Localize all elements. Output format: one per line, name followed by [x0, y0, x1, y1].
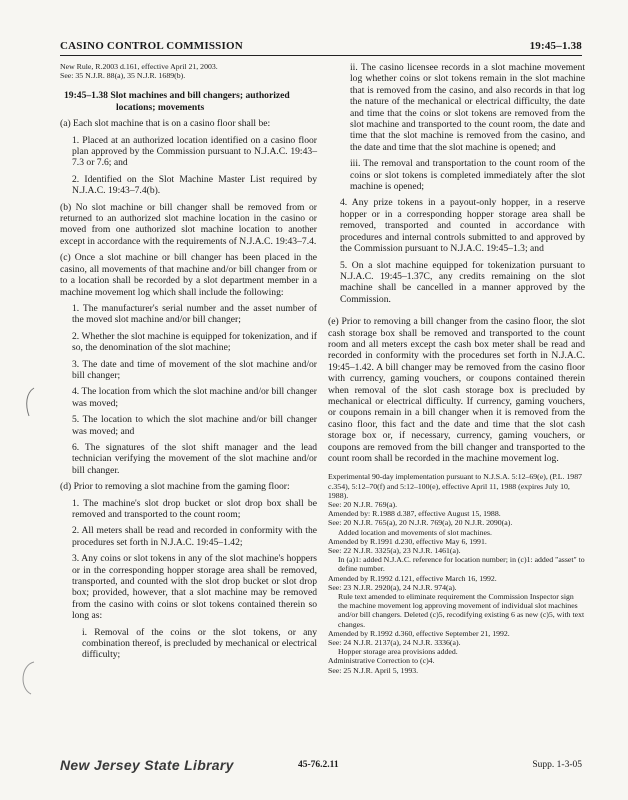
- library-stamp: New Jersey State Library: [60, 757, 234, 773]
- history-note: See: 23 N.J.R. 2920(a), 24 N.J.R. 974(a).: [328, 582, 457, 592]
- history-note: Experimental 90-day implementation pursuant to N.J.S.A. 5:12–69(e), (P.L. 1987 c.354), 5:12–70(f) and 5:12–100(e), effective April 11, 1988 (expires July 10, 1988).: [328, 472, 583, 500]
- running-header: [60, 40, 582, 54]
- paragraph-d3i: i. Removal of the coins or the slot tokens, or any combination thereof, is precluded by mechanical or electrical difficulty;: [82, 626, 317, 661]
- paragraph-e: (e) Prior to removing a bill changer from the casino floor, the slot cash storage box shall be removed and transported to the count room and all meters except the cash box meter shall be read and recorded in conformity with the procedures set forth in N.J.A.C. 19:45–1.42. A bill changer may be removed from the casino floor with currency, gaming vouchers, or coupons contained therein when removal of the slot cash storage box is precluded by mechanical or electrical difficulty. If currency, gaming vouchers, or coupons remain in a bill changer when it is removed from the casino floor, this fact and the date and time that the slot cash storage box or, if necessary, currency, gaming vouchers, or coupons are removed from the bill changer and transported to the count room shall be recorded in the machine movement log.: [328, 316, 585, 464]
- history-note: Amended by R.1991 d.230, effective May 6, 1991.: [328, 536, 487, 546]
- header-title: CASINO CONTROL COMMISSION: [60, 40, 243, 52]
- history-note: See: 20 N.J.R. 769(a).: [328, 500, 398, 510]
- paragraph-c1: 1. The manufacturer's serial number and the asset number of the moved slot machine and/or bill changer;: [72, 302, 317, 326]
- paragraph-a: (a) Each slot machine that is on a casino floor shall be:: [60, 118, 271, 130]
- history-note: Amended by: R.1988 d.387, effective August 15, 1988.: [328, 509, 501, 519]
- paragraph-d4: 4. Any prize tokens in a payout-only hopper, in a reserve hopper or in a corresponding hopper storage area shall be removed, transported and counted in accordance with procedures and internal controls submitted to and approved by the Commission pursuant to N.J.A.C. 19:45–1.3; and: [340, 197, 585, 255]
- supplement-date: Supp. 1-3-05: [532, 760, 582, 770]
- header-rule: [60, 55, 582, 56]
- section-title: 19:45–1.38 Slot machines and bill changers; authorized locations; movements: [64, 90, 290, 113]
- paragraph-d: (d) Prior to removing a slot machine from the gaming floor:: [60, 481, 290, 493]
- history-note: Amended by R.1992 d.360, effective September 21, 1992.: [328, 628, 510, 638]
- history-note: See: 25 N.J.R. April 5, 1993.: [328, 665, 419, 675]
- history-note: See: 20 N.J.R. 765(a), 20 N.J.R. 769(a), 20 N.J.R. 2090(a).: [328, 518, 513, 528]
- history-note: In (a)1: added N.J.A.C. reference for location number; in (c)1: added "asset" to define number.: [338, 555, 585, 574]
- history-note: Rule text amended to eliminate requirement the Commission Inspector sign the machine movement log approving movement of individual slot machines and/or bill changers. Deleted (c)5, recodifying existing 6 as new (c)5, with text changes.: [338, 592, 585, 629]
- paragraph-d5: 5. On a slot machine equipped for tokenization pursuant to N.J.A.C. 19:45–1.37C, any credits remaining on the slot machine shall be cancelled in a manner approved by the Commission.: [340, 259, 585, 305]
- source-note: See: 35 N.J.R. 88(a), 35 N.J.R. 1689(b).: [60, 71, 186, 81]
- paragraph-a1: 1. Placed at an authorized location identified on a casino floor plan approved by the Commission pursuant to N.J.A.C. 19:43–7.3 or 7.6; and: [72, 134, 317, 169]
- history-note: See: 22 N.J.R. 3325(a), 23 N.J.R. 1461(a).: [328, 546, 461, 556]
- paragraph-c5: 5. The location to which the slot machine and/or bill changer was moved; and: [72, 414, 317, 437]
- paragraph-c2: 2. Whether the slot machine is equipped for tokenization, and if so, the denomination of the slot machine;: [72, 330, 317, 354]
- paragraph-d2: 2. All meters shall be read and recorded in conformity with the procedures set forth in N.J.A.C. 19:45–1.42;: [72, 525, 317, 548]
- paragraph-b: (b) No slot machine or bill changer shall be removed from or returned to an authorized slot machine location in the casino or moved from one authorized slot machine location to another except in accordance with the requirements of N.J.A.C. 19:43–7.4.: [60, 201, 317, 247]
- history-notes: [328, 472, 585, 674]
- history-note: See: 24 N.J.R. 2137(a), 24 N.J.R. 3336(a).: [328, 638, 461, 648]
- paragraph-d3ii: ii. The casino licensee records in a slot machine movement log whether coins or slot tokens remain in the slot machine that is removed from the casino, and also records in that log the nature of the mechanical or electrical difficulty, the date and time that the coins or slot tokens are removed from the slot machine and transported to the count room, the date and time that the slot machine is removed from the casino, and the date and time that the slot machine is opened; and: [350, 62, 585, 153]
- right-column: [328, 62, 585, 675]
- history-note: Added location and movements of slot machines.: [338, 527, 492, 537]
- history-note: Hopper storage area provisions added.: [338, 647, 458, 657]
- paragraph-a2: 2. Identified on the Slot Machine Master List required by N.J.A.C. 19:43–7.4(b).: [72, 173, 317, 197]
- paragraph-c4: 4. The location from which the slot machine and/or bill changer was moved;: [72, 386, 317, 409]
- paragraph-c: (c) Once a slot machine or bill changer has been placed in the casino, all movements of that machine and/or bill changer from or to a location shall be recorded by a slot department member in a machine movement log which shall include the following:: [60, 252, 317, 298]
- paragraph-d3: 3. Any coins or slot tokens in any of the slot machine's hoppers or in the corresponding hopper storage area shall be removed, transported, and counted with the slot drop bucket or slot drop box; provided, however, that a slot machine may be removed from the casino with coins or slot tokens contained therein so long as:: [72, 553, 317, 622]
- left-column: [60, 62, 317, 666]
- history-note: Administrative Correction to (c)4.: [328, 656, 435, 666]
- paragraph-c3: 3. The date and time of movement of the slot machine and/or bill changer;: [72, 358, 317, 381]
- paragraph-d1: 1. The machine's slot drop bucket or slot drop box shall be removed and transported to the count room;: [72, 497, 317, 520]
- page-number: 45-76.2.11: [298, 760, 339, 770]
- history-note: Amended by R.1992 d.121, effective March 16, 1992.: [328, 573, 497, 583]
- paragraph-d3iii: iii. The removal and transportation to the count room of the coins or slot tokens is completed immediately after the slot machine is opened;: [350, 158, 585, 193]
- page-footer: [60, 757, 582, 777]
- margin-pencil-mark: [20, 385, 40, 419]
- source-note: New Rule, R.2003 d.161, effective April 21, 2003.: [60, 62, 218, 71]
- paragraph-c6: 6. The signatures of the slot shift manager and the lead technician verifying the movement of the slot machine and/or bill changer.: [72, 441, 317, 476]
- header-section-number: 19:45–1.38: [529, 40, 582, 52]
- binding-hole-mark: [14, 658, 40, 698]
